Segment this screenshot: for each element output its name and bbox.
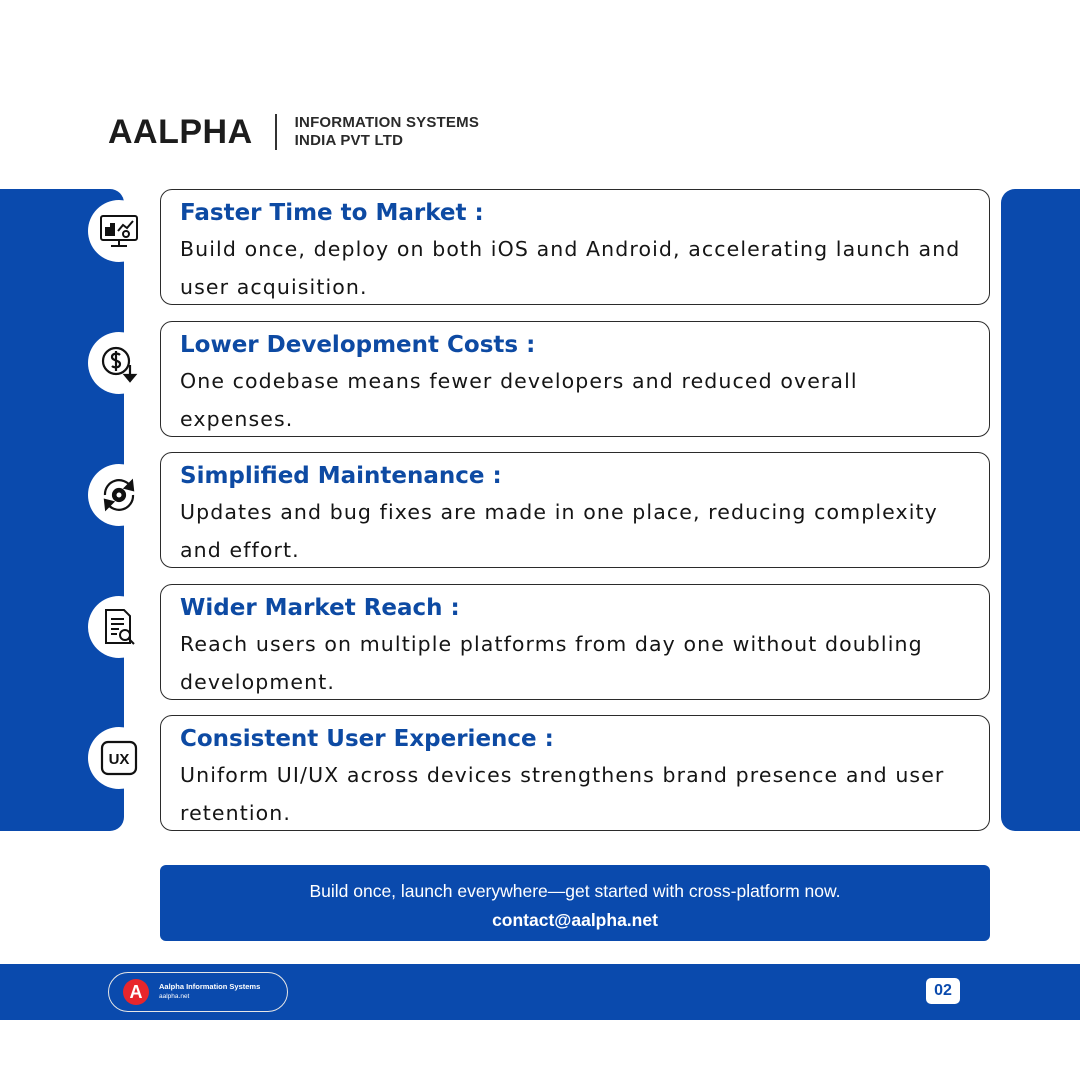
benefit-description: One codebase means fewer developers and reduced overall expenses. (180, 369, 858, 431)
benefit-title: Wider Market Reach : (180, 595, 460, 621)
cta-banner (160, 865, 990, 941)
benefit-card-wider-market-reach (160, 584, 990, 700)
brand-subtitle-line1: INFORMATION SYSTEMS (294, 114, 480, 131)
company-url: aalpha.net (159, 993, 190, 1000)
ux-icon (88, 727, 150, 789)
page-number: 02 (926, 978, 960, 1004)
footer-bar (0, 964, 1080, 1020)
benefit-card-lower-development-costs (160, 321, 990, 437)
benefit-description: Uniform UI/UX across devices strengthens brand presence and user retention. (180, 763, 945, 825)
benefit-title: Faster Time to Market : (180, 200, 484, 226)
benefit-title: Simplified Maintenance : (180, 463, 502, 489)
benefit-description: Build once, deploy on both iOS and Android, accelerating launch and user acquisition. (180, 237, 961, 299)
benefit-card-consistent-user-experience (160, 715, 990, 831)
company-name: Aalpha Information Systems (159, 982, 261, 991)
benefit-description: Updates and bug fixes are made in one place, reducing complexity and effort. (180, 500, 938, 562)
company-badge[interactable] (108, 972, 288, 1012)
analytics-monitor-icon (88, 200, 150, 262)
brand-logo (108, 112, 479, 152)
aalpha-logo-icon: A (123, 979, 149, 1005)
brand-subtitle (295, 114, 479, 150)
company-badge-text (159, 982, 260, 1002)
right-blue-band (1001, 189, 1080, 831)
brand-name: AALPHA (108, 113, 253, 151)
benefit-card-faster-time-to-market (160, 189, 990, 305)
benefit-card-simplified-maintenance (160, 452, 990, 568)
cta-text: Build once, launch everywhere—get started with cross-platform now. (309, 881, 841, 901)
benefit-title: Consistent User Experience : (180, 726, 554, 752)
benefit-description: Reach users on multiple platforms from day one without doubling development. (180, 632, 923, 694)
brand-subtitle-line2: INDIA PVT LTD (294, 132, 404, 149)
benefit-title: Lower Development Costs : (180, 332, 536, 358)
logo-divider (275, 114, 277, 150)
ux-icon-label: UX (108, 751, 130, 768)
gear-refresh-icon (88, 464, 150, 526)
dollar-down-icon (88, 332, 150, 394)
contact-email-link[interactable]: contact@aalpha.net (492, 910, 658, 930)
document-search-icon (88, 596, 150, 658)
